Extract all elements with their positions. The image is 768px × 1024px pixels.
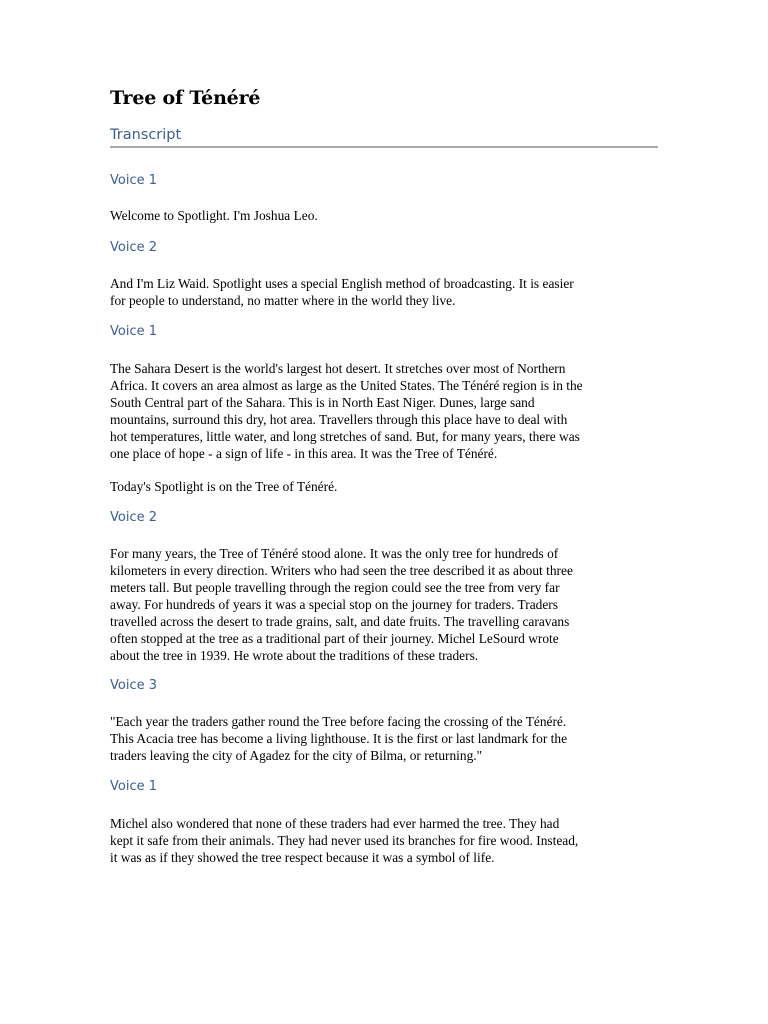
paragraph-line: The Sahara Desert is the world's largest hot desert. It stretches over most of Northern xyxy=(110,361,566,376)
paragraph-line: Today's Spotlight is on the Tree of Ténéré. xyxy=(110,479,338,494)
paragraph-line: Africa. It covers an area almost as large as the United States. The Ténéré region is in the xyxy=(110,378,583,393)
paragraph-line: travelled across the desert to trade grains, salt, and date fruits. The travelling caravans xyxy=(110,614,570,629)
paragraph-line: traders leaving the city of Agadez for the city of Bilma, or returning." xyxy=(110,748,483,763)
paragraph-line: kept it safe from their animals. They had never used its branches for fire wood. Instead, xyxy=(110,833,579,848)
section-heading-transcript: Transcript xyxy=(110,127,658,148)
paragraph-line: For many years, the Tree of Ténéré stood alone. It was the only tree for hundreds of xyxy=(110,546,559,561)
transcript-paragraph xyxy=(110,360,658,462)
paragraph-line: often stopped at the tree as a traditional part of their journey. Michel LeSourd wrote xyxy=(110,631,559,646)
transcript-paragraph xyxy=(110,713,658,764)
paragraph-line: Michel also wondered that none of these traders had ever harmed the tree. They had xyxy=(110,816,560,831)
paragraph-line: it was as if they showed the tree respect because it was a symbol of life. xyxy=(110,850,495,865)
paragraph-line: "Each year the traders gather round the Tree before facing the crossing of the Ténéré. xyxy=(110,714,567,729)
speaker-label: Voice 1 xyxy=(110,779,157,794)
transcript-paragraph xyxy=(110,207,658,224)
speaker-label: Voice 3 xyxy=(110,678,157,693)
transcript-paragraph xyxy=(110,478,658,495)
paragraph-line: about the tree in 1939. He wrote about the traditions of these traders. xyxy=(110,648,479,663)
paragraph-line: South Central part of the Sahara. This is in North East Niger. Dunes, large sand xyxy=(110,395,535,410)
paragraph-line: away. For hundreds of years it was a special stop on the journey for traders. Traders xyxy=(110,597,558,612)
transcript-paragraph xyxy=(110,545,658,664)
paragraph-line: kilometers in every direction. Writers who had seen the tree described it as about three xyxy=(110,563,573,578)
paragraph-line: mountains, surround this dry, hot area. Travellers through this place have to deal with xyxy=(110,412,568,427)
paragraph-line: This Acacia tree has become a living lighthouse. It is the first or last landmark for the xyxy=(110,731,568,746)
page-title: Tree of Ténéré xyxy=(110,87,261,109)
paragraph-line: meters tall. But people travelling through the region could see the tree from very far xyxy=(110,580,560,595)
speaker-label: Voice 1 xyxy=(110,324,157,339)
paragraph-line: one place of hope - a sign of life - in this area. It was the Tree of Ténéré. xyxy=(110,446,498,461)
speaker-label: Voice 2 xyxy=(110,510,157,525)
paragraph-line: hot temperatures, little water, and long stretches of sand. But, for many years, there was xyxy=(110,429,580,444)
paragraph-line: And I'm Liz Waid. Spotlight uses a special English method of broadcasting. It is easier xyxy=(110,276,574,291)
transcript-paragraph xyxy=(110,815,658,866)
paragraph-line: Welcome to Spotlight. I'm Joshua Leo. xyxy=(110,208,318,223)
transcript-paragraph xyxy=(110,275,658,309)
speaker-label: Voice 2 xyxy=(110,240,157,255)
speaker-label: Voice 1 xyxy=(110,173,157,188)
paragraph-line: for people to understand, no matter where in the world they live. xyxy=(110,293,456,308)
